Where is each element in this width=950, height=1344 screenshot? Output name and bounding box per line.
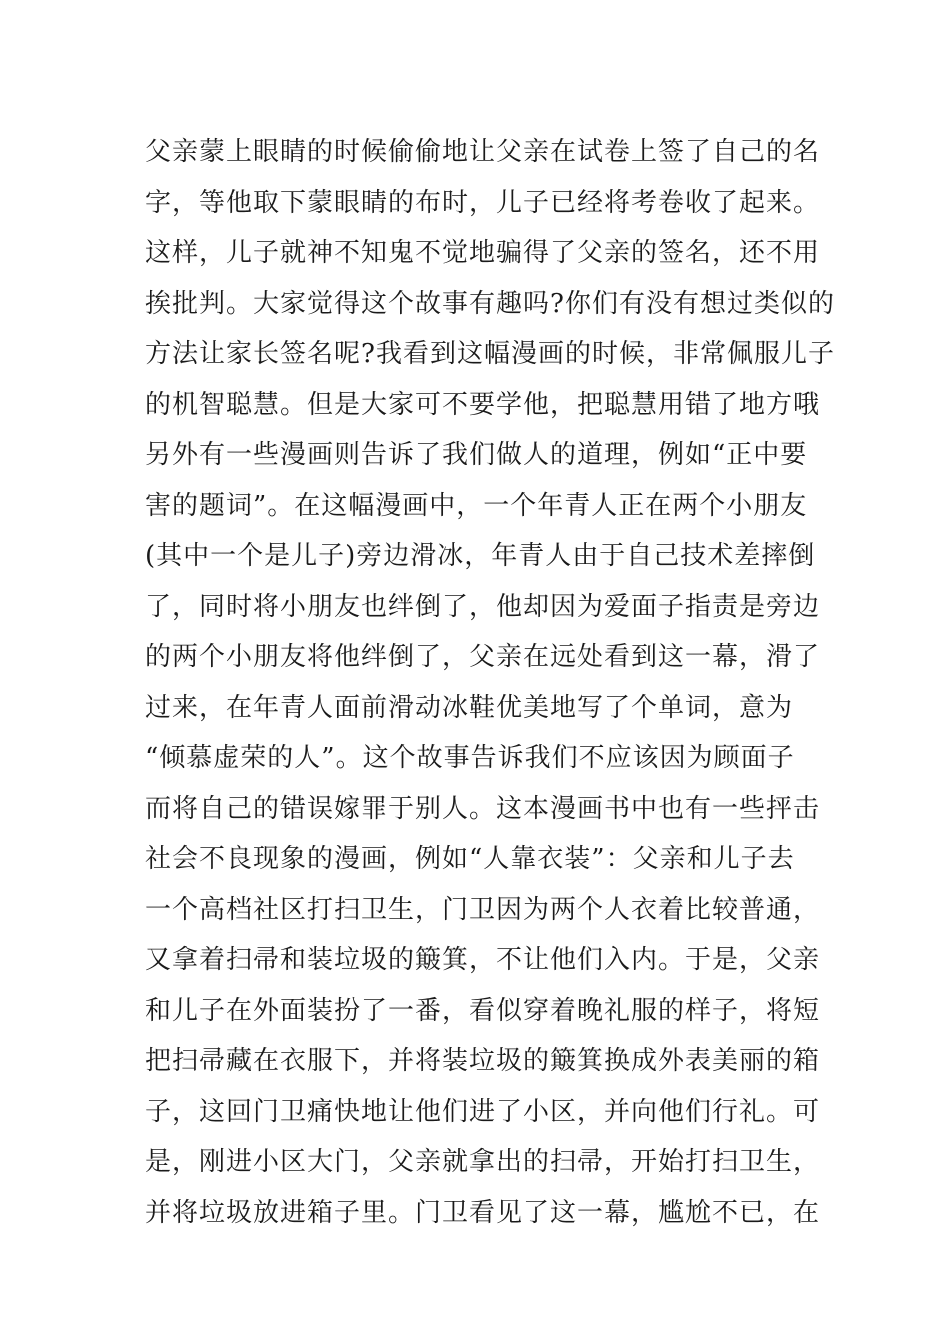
text-line: 一个高档社区打扫卫生，门卫因为两个人衣着比较普通， (145, 894, 821, 925)
text-line: “倾慕虚荣的人”。这个故事告诉我们不应该因为顾面子 (145, 743, 795, 773)
text-line: 是，刚进小区大门，父亲就拿出的扫帚，开始打扫卫生， (145, 1147, 821, 1177)
body-text (145, 127, 835, 1238)
text-line: 的机智聪慧。但是大家可不要学他，把聪慧用错了地方哦 (145, 389, 821, 420)
text-line: 字，等他取下蒙眼睛的布时，儿子已经将考卷收了起来。 (145, 187, 821, 218)
text-line: 又拿着扫帚和装垃圾的簸箕，不让他们入内。于是，父亲 (145, 945, 821, 975)
text-line: 了，同时将小朋友也绊倒了，他却因为爱面子指责是旁边 (145, 591, 821, 622)
text-line: 挨批判。大家觉得这个故事有趣吗?你们有没有想过类似的 (145, 288, 835, 319)
text-line: (其中一个是儿子)旁边滑冰，年青人由于自己技术差摔倒 (145, 541, 816, 571)
text-line: 的两个小朋友将他绊倒了，父亲在远处看到这一幕，滑了 (145, 642, 821, 672)
text-line: 这样，儿子就神不知鬼不觉地骗得了父亲的签名，还不用 (145, 238, 821, 268)
text-line: 社会不良现象的漫画，例如“人靠衣装”：父亲和儿子去 (145, 844, 795, 874)
text-line: 另外有一些漫画则告诉了我们做人的道理，例如“正中要 (145, 440, 808, 470)
text-line: 过来，在年青人面前滑动冰鞋优美地写了个单词，意为 (145, 692, 794, 723)
text-line: 把扫帚藏在衣服下，并将装垃圾的簸箕换成外表美丽的箱 (145, 1046, 821, 1076)
text-line: 和儿子在外面装扮了一番，看似穿着晚礼服的样子，将短 (145, 995, 821, 1026)
text-line: 方法让家长签名呢?我看到这幅漫画的时候，非常佩服儿子 (145, 339, 835, 369)
text-line: 父亲蒙上眼睛的时候偷偷地让父亲在试卷上签了自己的名 (145, 137, 821, 167)
text-line: 害的题词”。在这幅漫画中，一个年青人正在两个小朋友 (145, 490, 808, 521)
text-line: 子，这回门卫痛快地让他们进了小区，并向他们行礼。可 (145, 1096, 821, 1127)
text-line: 并将垃圾放进箱子里。门卫看见了这一幕，尴尬不已，在 (145, 1197, 821, 1228)
text-line: 而将自己的错误嫁罪于别人。这本漫画书中也有一些抨击 (145, 793, 821, 824)
